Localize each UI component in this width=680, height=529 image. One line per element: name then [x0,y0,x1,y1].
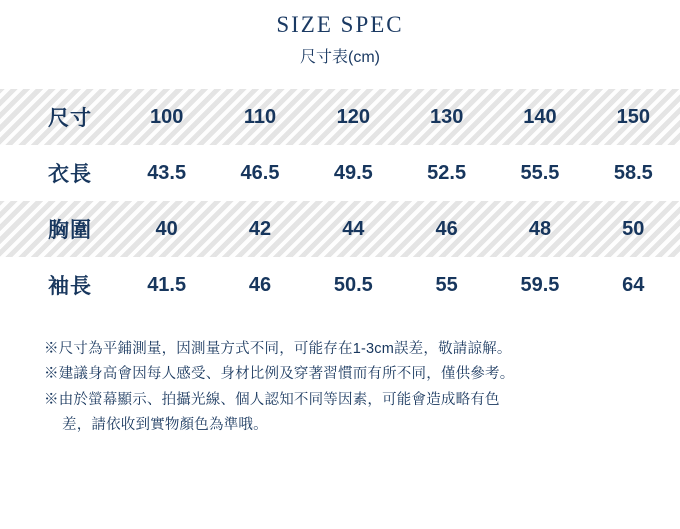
table-row [0,257,680,313]
table-cell: 52.5 [427,161,467,184]
table-cell: 46 [248,273,272,296]
table-cell: 46.5 [240,161,280,184]
table-cell: 58.5 [613,161,653,184]
table-cell: 130 [429,105,464,128]
row-label: 衣長 [48,163,92,186]
table-cell: 120 [336,105,370,128]
table-cell: 100 [149,105,184,128]
table-row [0,89,680,145]
table-cell: 44 [342,217,365,240]
page-title: SIZE SPEC [276,12,404,37]
note-height-reference: ※建議身高會因每人感受、身材比例及穿著習慣而有所不同，僅供參考。 [44,366,515,383]
table-cell: 59.5 [520,273,560,296]
title-block [0,0,680,67]
table-cell: 48 [528,217,552,240]
note-indent-text: 差，請依收到實物顏色為準哦。 [62,417,268,434]
note-measurement: ※尺寸為平鋪測量，因測量方式不同，可能存在1-3cm誤差，敬請諒解。 [44,341,512,357]
table-cell: 42 [248,217,272,240]
note-color-difference: ※由於螢幕顯示、拍攝光線、個人認知不同等因素，可能會造成略有色 [44,391,500,408]
row-label: 胸圍 [48,219,92,242]
size-table [0,89,680,313]
table-cell: 140 [523,105,557,128]
row-label: 尺寸 [48,107,92,130]
table-cell: 55 [435,273,458,296]
table-cell: 43.5 [147,161,187,184]
table-cell: 64 [622,273,645,296]
table-cell: 55.5 [520,161,560,184]
table-cell: 50.5 [333,273,373,296]
page-subtitle: 尺寸表(cm) [300,49,380,66]
note-color-difference-cont [44,413,636,438]
table-cell: 150 [616,105,650,128]
notes-section [0,337,680,439]
table-cell: 50 [622,217,645,240]
table-cell: 40 [155,217,178,240]
table-row [0,201,680,257]
table-cell: 49.5 [333,161,373,184]
row-label: 袖長 [48,275,92,298]
table-cell: 41.5 [147,273,187,296]
table-cell: 110 [243,105,277,128]
table-row [0,145,680,201]
table-cell: 46 [435,217,458,240]
